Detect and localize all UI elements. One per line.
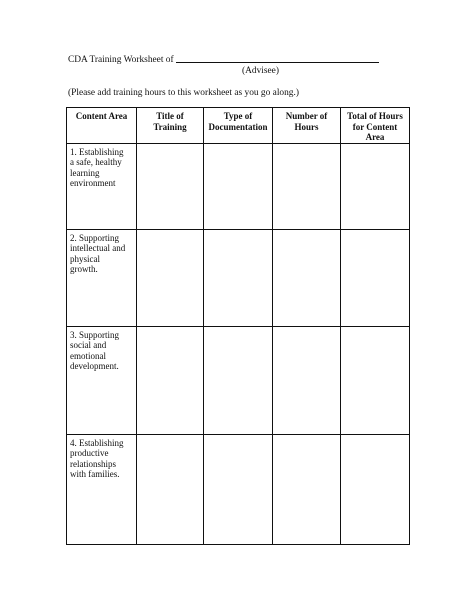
table-row: [67, 434, 410, 544]
type-of-documentation-cell[interactable]: [204, 229, 273, 326]
title-of-training-cell[interactable]: [137, 229, 204, 326]
content-area-label: 2. Supporting intellectual and physical growth.: [70, 232, 126, 275]
total-hours-cell[interactable]: [341, 143, 410, 229]
column-header-title-of-training: Title of Training: [137, 108, 204, 144]
content-area-label: 4. Establishing productive relationships with families.: [70, 437, 124, 480]
total-hours-cell[interactable]: [341, 434, 410, 544]
content-area-cell: [67, 434, 137, 544]
table-row: [67, 143, 410, 229]
column-header-number-of-hours: Number of Hours: [273, 108, 341, 144]
total-hours-cell[interactable]: [341, 229, 410, 326]
type-of-documentation-cell[interactable]: [204, 143, 273, 229]
content-area-cell: [67, 326, 137, 434]
training-worksheet-table: [66, 107, 410, 545]
column-header-type-of-documentation: Type of Documentation: [204, 108, 273, 144]
type-of-documentation-cell[interactable]: [204, 326, 273, 434]
advisee-name-blank: [176, 61, 379, 63]
number-of-hours-cell[interactable]: [273, 434, 341, 544]
title-of-training-cell[interactable]: [137, 143, 204, 229]
table-header-row: [67, 108, 410, 144]
instruction-text: (Please add training hours to this worksheet as you go along.): [68, 88, 299, 98]
content-area-cell: [67, 229, 137, 326]
number-of-hours-cell[interactable]: [273, 229, 341, 326]
table-row: [67, 229, 410, 326]
type-of-documentation-cell[interactable]: [204, 434, 273, 544]
title-of-training-cell[interactable]: [137, 434, 204, 544]
number-of-hours-cell[interactable]: [273, 143, 341, 229]
advisee-caption: (Advisee): [242, 66, 279, 76]
worksheet-title-line: [68, 55, 379, 66]
title-of-training-cell[interactable]: [137, 326, 204, 434]
content-area-label: 3. Supporting social and emotional development.: [70, 329, 120, 372]
content-area-label: 1. Establishing a safe, healthy learning environment: [70, 146, 124, 189]
table-row: [67, 326, 410, 434]
number-of-hours-cell[interactable]: [273, 326, 341, 434]
column-header-content-area: Content Area: [67, 108, 137, 144]
content-area-cell: [67, 143, 137, 229]
worksheet-title: CDA Training Worksheet of: [68, 55, 174, 65]
column-header-total-hours: Total of Hours for Content Area: [341, 108, 410, 144]
total-hours-cell[interactable]: [341, 326, 410, 434]
